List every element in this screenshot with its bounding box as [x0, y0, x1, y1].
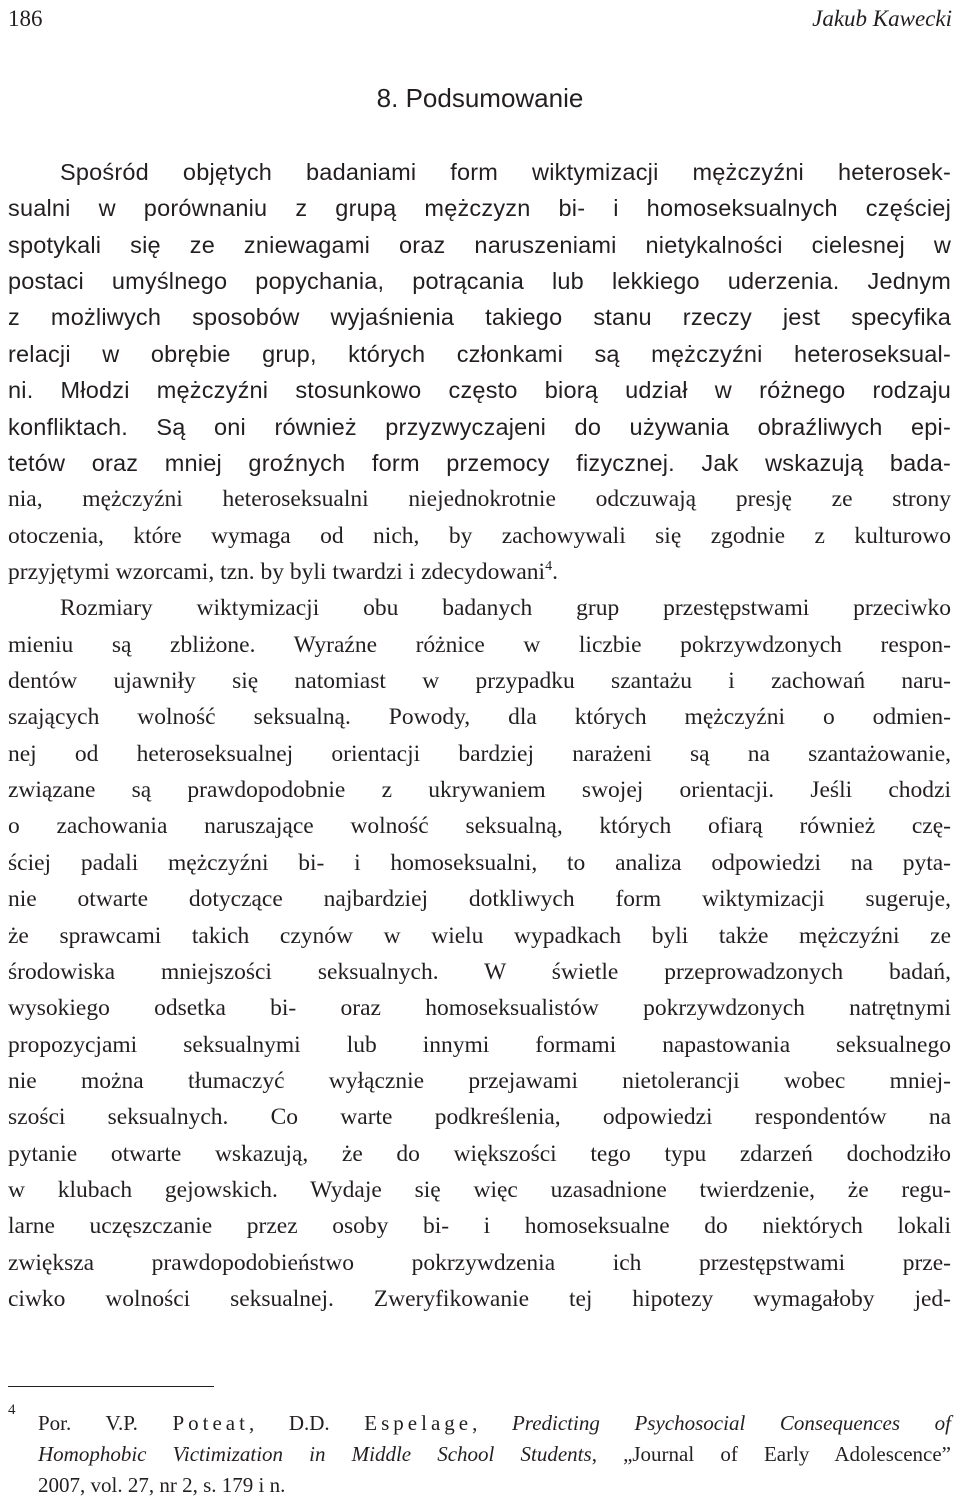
footnote-title: Homophobic Victimization in Middle School Students — [38, 1442, 592, 1466]
body-line: nej od heteroseksualnej orientacji bardziej narażeni są na szantażowanie, — [8, 740, 951, 767]
sentence-end: . — [552, 558, 558, 585]
body-line: nia, mężczyźni heteroseksualni niejednokrotnie odczuwają presję ze strony — [8, 486, 951, 513]
footnote-reference: 4 — [545, 558, 553, 574]
body-line: zwiększa prawdopodobieństwo pokrzywdzenia ich przestępstwami prze- — [8, 1249, 951, 1276]
body-line: postaci umyślnego popychania, potrącania lub lekkiego uderzenia. Jednym — [8, 268, 951, 295]
body-line: otoczenia, które wymaga od nich, by zachowywali się zgodnie z kulturowo — [8, 522, 951, 549]
body-line: nie otwarte dotyczące najbardziej dotkliwych form wiktymizacji sugeruje, — [8, 886, 951, 913]
footnote-comma: , — [472, 1411, 512, 1435]
body-line: środowiska mniejszości seksualnych. W świetle przeprowadzonych badań, — [8, 958, 951, 985]
body-line: Spośród objętych badaniami form wiktymizacji mężczyźni heterosek- — [60, 159, 951, 185]
body-line: spotykali się ze zniewagami oraz naruszeniami nietykalności cielesnej w — [8, 231, 951, 258]
body-line: mieniu są zbliżone. Wyraźne różnice w liczbie pokrzywdzonych respon- — [8, 631, 951, 658]
body-line: szających wolność seksualną. Powody, dla których mężczyźni o odmien- — [8, 704, 951, 731]
running-author: Jakub Kawecki — [812, 6, 952, 31]
footnote-author: Poteat — [172, 1411, 249, 1435]
body-line: w klubach gejowskich. Wydaje się więc uzasadnione twierdzenie, że regu- — [8, 1177, 951, 1204]
footnote-line — [38, 1408, 951, 1439]
body-line: konfliktach. Są oni również przyzwyczajeni do używania obraźliwych epi- — [8, 413, 951, 440]
footnote-text — [38, 1408, 951, 1501]
footnote-line: 2007, vol. 27, nr 2, s. 179 i n. — [38, 1473, 286, 1497]
body-line: szości seksualnych. Co warte podkreślenia, odpowiedzi respondentów na — [8, 1104, 951, 1131]
body-line: relacji w obrębie grup, których członkami są mężczyźni heteroseksual- — [8, 340, 951, 367]
body-line: pytanie otwarte wskazują, że do większości tego typu zdarzeń dochodziło — [8, 1140, 951, 1167]
body-line: z możliwych sposobów wyjaśnienia takiego stanu rzeczy jest specyfika — [8, 304, 951, 331]
footnote-divider — [8, 1386, 214, 1387]
body-line: o zachowania naruszające wolność seksualną, których ofiarą również czę- — [8, 813, 951, 840]
body-line: nie można tłumaczyć wyłącznie przejawami nietolerancji wobec mniej- — [8, 1067, 951, 1094]
body-text — [8, 154, 951, 1318]
footnote-prefix: Por. V.P. — [38, 1411, 173, 1435]
body-line: że sprawcami takich czynów w wielu wypadkach byli także mężczyźni ze — [8, 922, 951, 949]
body-line: propozycjami seksualnymi lub innymi formami napastowania seksualnego — [8, 1031, 951, 1058]
body-line: tetów oraz mniej groźnych form przemocy fizycznej. Jak wskazują bada- — [8, 449, 951, 476]
running-head — [8, 2, 952, 36]
body-line — [8, 554, 951, 590]
footnote-line — [38, 1439, 951, 1470]
body-line: dentów ujawniły się natomiast w przypadku szantażu i zachowań naru- — [8, 668, 951, 695]
footnote-number: 4 — [8, 1402, 16, 1418]
body-line: wysokiego odsetka bi- oraz homoseksualistów pokrzywdzonych natrętnymi — [8, 995, 951, 1022]
footnote-separator: , D.D. — [248, 1411, 365, 1435]
body-line: Rozmiary wiktymizacji obu badanych grup przestępstwami przeciwko — [60, 595, 951, 622]
body-line: ściej padali mężczyźni bi- i homoseksualni, to analiza odpowiedzi na pyta- — [8, 849, 951, 876]
body-line: ciwko wolności seksualnej. Zweryfikowanie tej hipotezy wymagałoby jed- — [8, 1286, 951, 1313]
page-number: 186 — [8, 6, 43, 31]
body-line-text: przyjętymi wzorcami, tzn. by byli twardzi i zdecydowani — [8, 558, 546, 585]
footnote-journal: , „Journal of Early Adolescence” — [591, 1442, 951, 1466]
footnote — [8, 1402, 952, 1501]
body-line: związane są prawdopodobnie z ukrywaniem swojej orientacji. Jeśli chodzi — [8, 777, 951, 804]
footnote-author: Espelage — [364, 1411, 473, 1435]
section-heading: 8. Podsumowanie — [376, 83, 584, 113]
footnote-title: Predicting Psychosocial Consequences of — [511, 1411, 952, 1435]
body-line: larne uczęszczanie przez osoby bi- i homoseksualne do niektórych lokali — [8, 1213, 951, 1240]
body-line: ni. Młodzi mężczyźni stosunkowo często biorą udział w różnego rodzaju — [8, 377, 951, 404]
body-line: sualni w porównaniu z grupą mężczyzn bi- i homoseksualnych częściej — [8, 195, 951, 222]
